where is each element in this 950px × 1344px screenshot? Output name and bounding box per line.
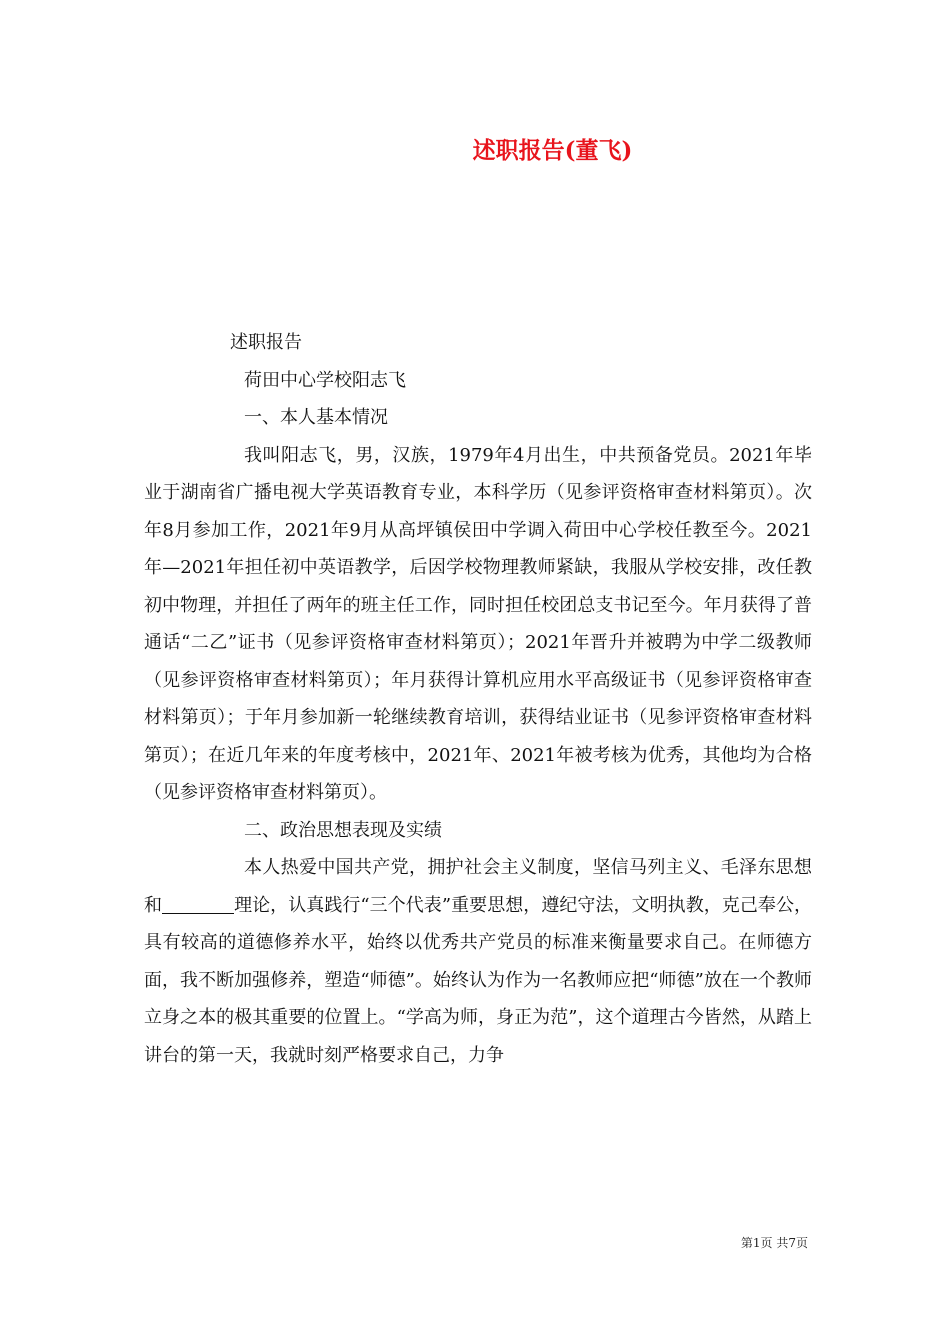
document-body <box>144 324 812 1074</box>
section-1-paragraph: 我叫阳志飞，男，汉族，1979年4月出生，中共预备党员。2021年毕业于湖南省广播电视大学英语教育专业，本科学历（见参评资格审查材料第页）。次年8月参加工作，2021年9月从高坪镇侯田中学调入荷田中心学校任教至今。2021年—2021年担任初中英语教学，后因学校物理教师紧缺，我服从学校安排，改任教初中物理，并担任了两年的班主任工作，同时担任校团总支书记至今。年月获得了普通话“二乙”证书（见参评资格审查材料第页）；2021年晋升并被聘为中学二级教师（见参评资格审查材料第页）；年月获得计算机应用水平高级证书（见参评资格审查材料第页）；于年月参加新一轮继续教育培训，获得结业证书（见参评资格审查材料第页）；在近几年来的年度考核中，2021年、2021年被考核为优秀，其他均为合格（见参评资格审查材料第页）。 <box>144 444 812 803</box>
page-number: 第1页 共7页 <box>740 1236 808 1250</box>
section-2-title: 二、政治思想表现及实绩 <box>244 819 442 841</box>
section-2-paragraph <box>144 849 812 1074</box>
section-2-text-start: 本人热爱中国共产党，拥护社会主义制度，坚信马列主义、毛泽东思想和 <box>144 857 812 916</box>
section-2-text-rest: 理论，认真践行“三个代表”重要思想，遵纪守法，文明执教，克己奉公，具有较高的道德修养水平，始终以优秀共产党员的标准来衡量要求自己。在师德方面，我不断加强修养，塑造“师德”。始终认为作为一名教师应把“师德”放在一个教师立身之本的极其重要的位置上。“学高为师，身正为范”，这个道理古今皆然，从踏上讲台的第一天，我就时刻严格要求自己，力争 <box>144 894 812 1066</box>
document-title: 述职报告(董飞) <box>472 137 633 164</box>
section-1-title: 一、本人基本情况 <box>244 407 388 428</box>
report-heading: 述职报告 <box>230 332 302 353</box>
author-line: 荷田中心学校阳志飞 <box>244 369 406 391</box>
blank-underline <box>162 895 234 914</box>
